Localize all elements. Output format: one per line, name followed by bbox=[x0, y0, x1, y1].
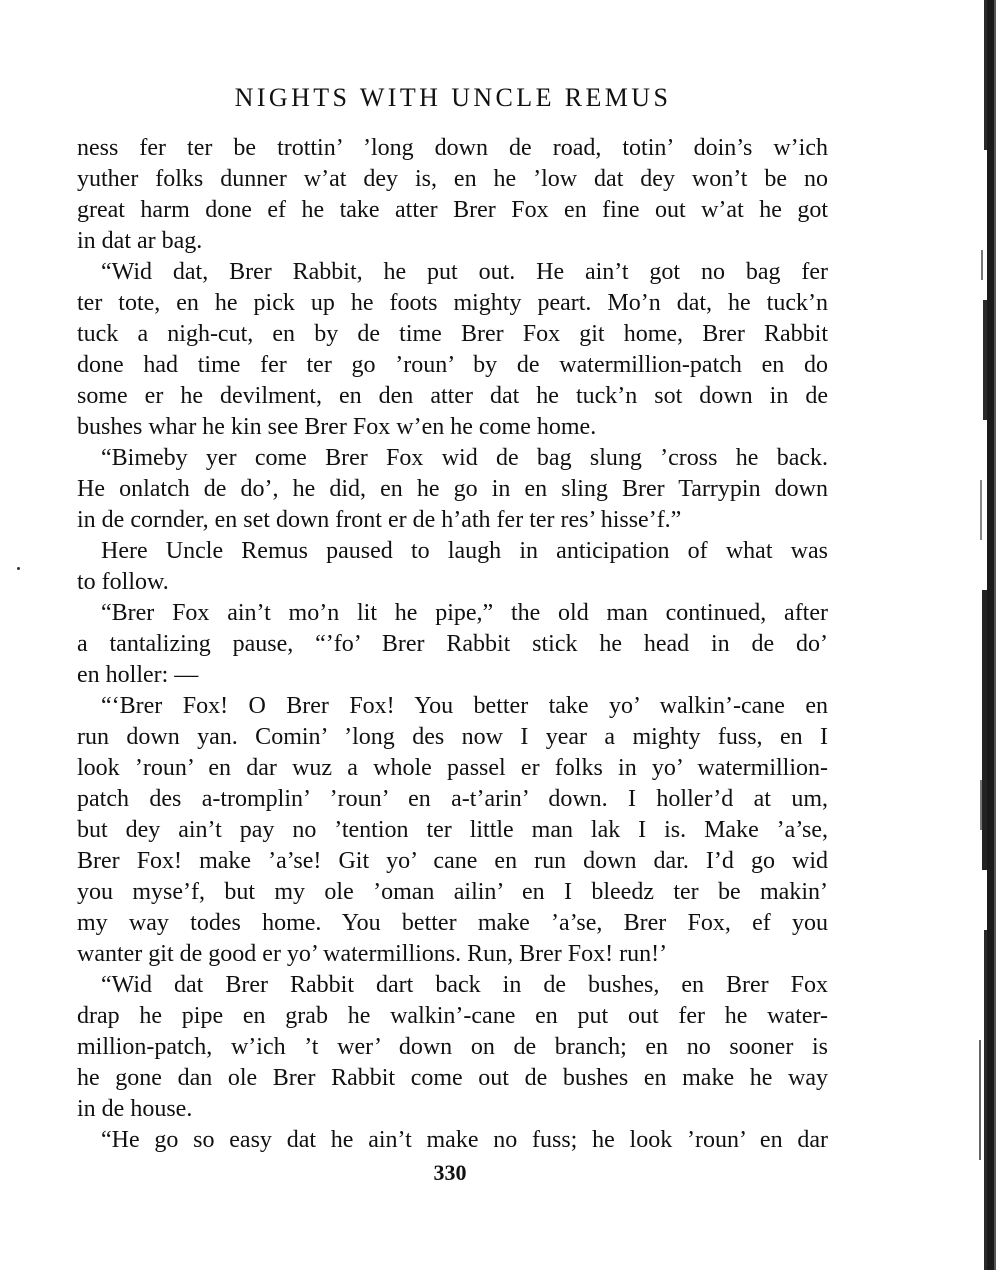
running-title: NIGHTS WITH UNCLE REMUS bbox=[234, 83, 672, 112]
text-line: wanter git de good er yo’ watermillions. Run, Brer Fox! run!’ bbox=[77, 941, 668, 967]
text-line: a tantalizing pause, “’fo’ Brer Rabbit stick he head in de do’ bbox=[77, 631, 828, 657]
paragraph-first-line: “‘Brer Fox! O Brer Fox! You better take yo’ walkin’-cane en bbox=[101, 693, 828, 719]
text-line: but dey ain’t pay no ’tention ter little man lak I is. Make ’a’se, bbox=[77, 817, 828, 843]
text-line: you myse’f, but my ole ’oman ailin’ en I bleedz ter be makin’ bbox=[77, 879, 828, 905]
text-line: he gone dan ole Brer Rabbit come out de bushes en make he way bbox=[77, 1065, 828, 1091]
text-line: en holler: — bbox=[77, 662, 199, 688]
text-line: bushes whar he kin see Brer Fox w’en he come home. bbox=[77, 414, 597, 440]
text-line: some er he devilment, en den atter dat he tuck’n sot down in de bbox=[77, 383, 828, 409]
text-line: in dat ar bag. bbox=[77, 228, 203, 254]
text-line: in de house. bbox=[77, 1096, 193, 1122]
text-line: ness fer ter be trottin’ ’long down de road, totin’ doin’s w’ich bbox=[77, 135, 828, 161]
paragraph-first-line: “Wid dat Brer Rabbit dart back in de bushes, en Brer Fox bbox=[101, 972, 828, 998]
text-line: patch des a-tromplin’ ’roun’ en a-t’arin’ down. I holler’d at um, bbox=[77, 786, 828, 812]
paragraph-first-line: “Brer Fox ain’t mo’n lit he pipe,” the old man continued, after bbox=[101, 600, 828, 626]
text-line: ter tote, en he pick up he foots mighty peart. Mo’n dat, he tuck’n bbox=[77, 290, 828, 316]
text-line: great harm done ef he take atter Brer Fox en fine out w’at he got bbox=[77, 197, 828, 223]
body-text bbox=[77, 133, 828, 1156]
page-number: 330 bbox=[433, 1160, 467, 1185]
binding-edge bbox=[970, 0, 1000, 1270]
scan-speck bbox=[17, 567, 20, 570]
text-line: Brer Fox! make ’a’se! Git yo’ cane en run down dar. I’d go wid bbox=[77, 848, 828, 874]
text-line: He onlatch de do’, he did, en he go in en sling Brer Tarrypin down bbox=[77, 476, 828, 502]
paragraph-first-line: “Wid dat, Brer Rabbit, he put out. He ain’t got no bag fer bbox=[101, 259, 828, 285]
text-line: done had time fer ter go ’roun’ by de watermillion-patch en do bbox=[77, 352, 828, 378]
text-line: tuck a nigh-cut, en by de time Brer Fox git home, Brer Rabbit bbox=[77, 321, 828, 347]
text-line: look ’roun’ en dar wuz a whole passel er folks in yo’ watermillion- bbox=[77, 755, 828, 781]
text-line: to follow. bbox=[77, 569, 169, 595]
paragraph-first-line: “He go so easy dat he ain’t make no fuss; he look ’roun’ en dar bbox=[101, 1127, 828, 1153]
text-line: in de cornder, en set down front er de h’ath fer ter res’ hisse’f.” bbox=[77, 507, 682, 533]
paragraph-first-line: Here Uncle Remus paused to laugh in anticipation of what was bbox=[101, 538, 828, 564]
text-line: my way todes home. You better make ’a’se, Brer Fox, ef you bbox=[77, 910, 828, 936]
paragraph-first-line: “Bimeby yer come Brer Fox wid de bag slung ’cross he back. bbox=[101, 445, 828, 471]
text-line: million-patch, w’ich ’t wer’ down on de branch; en no sooner is bbox=[77, 1034, 828, 1060]
text-line: yuther folks dunner w’at dey is, en he ’low dat dey won’t be no bbox=[77, 166, 828, 192]
text-line: drap he pipe en grab he walkin’-cane en put out fer he water- bbox=[77, 1003, 828, 1029]
text-line: run down yan. Comin’ ’long des now I year a mighty fuss, en I bbox=[77, 724, 828, 750]
